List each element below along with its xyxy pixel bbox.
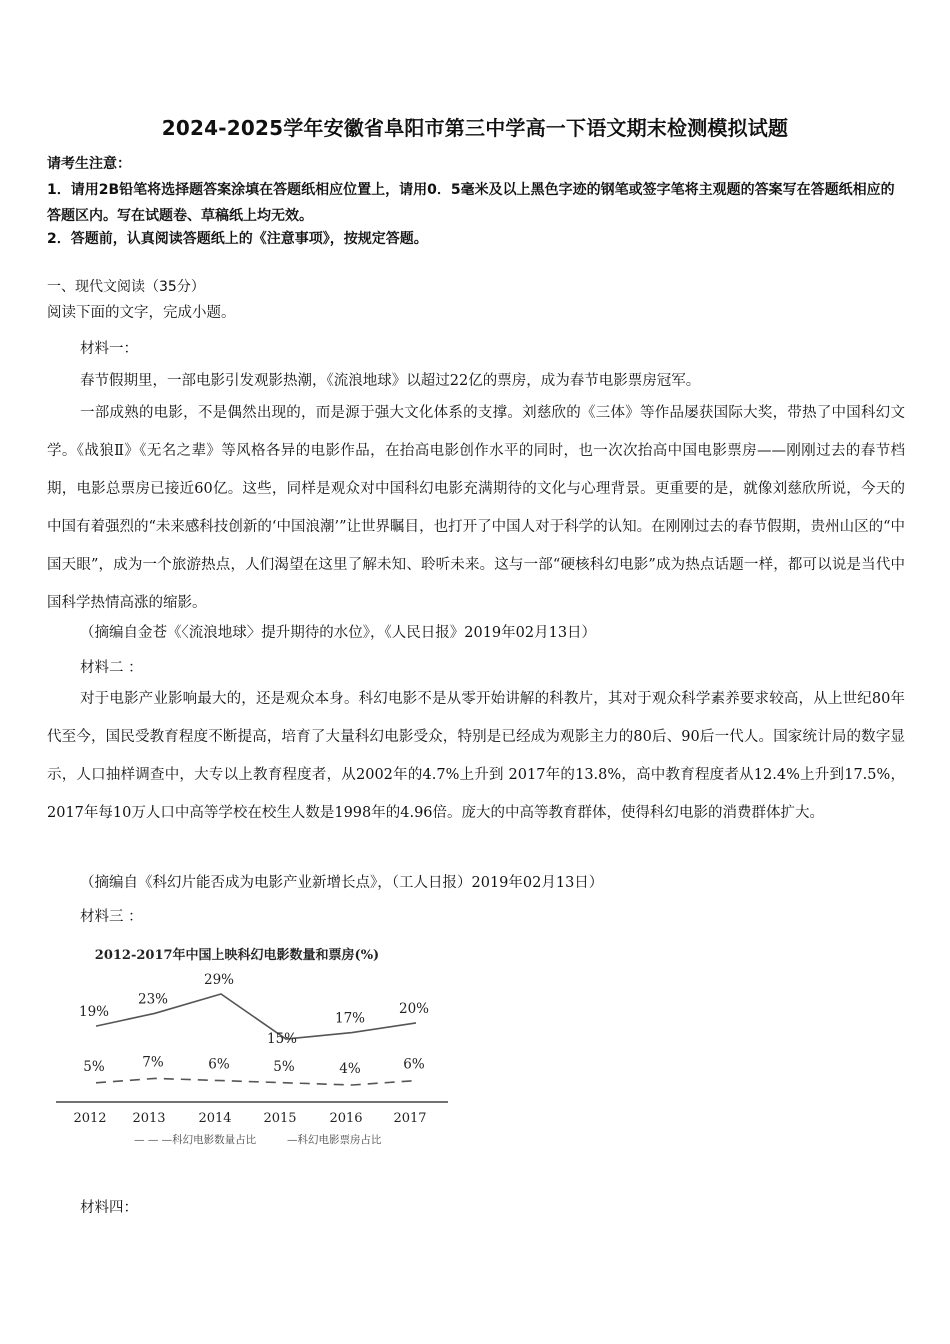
count-data-label: 6% bbox=[403, 1056, 425, 1073]
x-tick-label: 2013 bbox=[132, 1111, 166, 1126]
box-office-data-label: 17% bbox=[334, 1010, 366, 1027]
notice-heading: 请考生注意： bbox=[47, 156, 131, 172]
count-data-label: 6% bbox=[208, 1056, 230, 1073]
legend-count-share: — — —科幻电影数量占比 bbox=[134, 1134, 257, 1146]
box-office-data-label: 23% bbox=[137, 991, 169, 1008]
material-1-label: 材料一： bbox=[80, 341, 138, 357]
notice-item-2: 2．答题前，认真阅读答题纸上的《注意事项》，按规定答题。 bbox=[47, 231, 428, 247]
box-office-data-label: 19% bbox=[78, 1004, 110, 1021]
count-data-label: 4% bbox=[339, 1061, 361, 1077]
chart-title: 2012-2017年中国上映科幻电影数量和票房(%) bbox=[94, 948, 380, 963]
page-title: 2024-2025学年安徽省阜阳市第三中学高一下语文期末检测模拟试题 bbox=[161, 116, 789, 140]
count-line bbox=[96, 1078, 416, 1085]
x-tick-label: 2015 bbox=[263, 1111, 297, 1126]
material-1-paragraph-1: 春节假期里，一部电影引发观影热潮，《流浪地球》以超过22亿的票房，成为春节电影票房冠军。 bbox=[80, 373, 701, 389]
x-tick-label: 2017 bbox=[393, 1111, 427, 1126]
legend-box-office-share: —科幻电影票房占比 bbox=[287, 1134, 382, 1146]
box-office-data-label: 29% bbox=[203, 972, 235, 988]
box-office-data-label: 20% bbox=[398, 1000, 430, 1017]
box-office-data-label: 15% bbox=[266, 1031, 298, 1047]
count-data-label: 5% bbox=[83, 1058, 105, 1075]
count-data-label: 7% bbox=[142, 1054, 164, 1071]
notice-item-1: 1．请用2B铅笔将选择题答案涂填在答题纸相应位置上，请用0．5毫米及以上黑色字迹的钢笔或签字笔将主观题的答案写在答题纸相应的答题区内。写在试题卷、草稿纸上均无效。 bbox=[47, 182, 895, 224]
material-2-paragraph: 对于电影产业影响最大的，还是观众本身。科幻电影不是从零开始讲解的科教片，其对于观众科学素养要求较高，从上世纪80年代至今，国民受教育程度不断提高，培育了大量科幻电影受众，特别是已经成为观影主力的80后、90后一代人。国家统计局的数字显示，人口抽样调查中，大专以上教育程度者，从2002年的4.7%上升到 2017年的13.8%，高中教育程度者从12.4%上升到17.5%，2017年每10万人口中高等学校在校生人数是1998年的4.96倍。庞大的中高等教育群体，使得科幻电影的消费群体扩大。 bbox=[47, 691, 905, 821]
material-2-source: （摘编自《科幻片能否成为电影产业新增长点》，（工人日报）2019年02月13日） bbox=[80, 875, 604, 891]
material-1-paragraph-2: 一部成熟的电影，不是偶然出现的，而是源于强大文化体系的支撑。刘慈欣的《三体》等作品屡获国际大奖，带热了中国科幻文学。《战狼Ⅱ》《无名之辈》等风格各异的电影作品，在抬高电影创作水平的同时，也一次次抬高中国电影票房——刚刚过去的春节档期，电影总票房已接近60亿。这些，同样是观众对中国科幻电影充满期待的文化与心理背景。更重要的是，就像刘慈欣所说，今天的中国有着强烈的“未来感科技创新的‘中国浪潮’”让世界瞩目，也打开了中国人对于科学的认知。在刚刚过去的春节假期，贵州山区的“中国天眼”，成为一个旅游热点，人们渴望在这里了解未知、聆听未来。这与一部“硬核科幻电影”成为热点话题一样，都可以说是当代中国科学热情高涨的缩影。 bbox=[47, 405, 905, 611]
section-heading: 一、现代文阅读（35分） bbox=[47, 279, 205, 295]
material-3-label: 材料三 ： bbox=[80, 909, 143, 925]
x-tick-label: 2014 bbox=[198, 1111, 232, 1126]
count-data-label: 5% bbox=[273, 1058, 295, 1075]
instruction-text: 阅读下面的文字，完成小题。 bbox=[47, 305, 236, 321]
material-2-label: 材料二 ： bbox=[80, 660, 143, 676]
x-tick-label: 2012 bbox=[73, 1111, 107, 1126]
material-4-label: 材料四： bbox=[80, 1200, 138, 1216]
material-1-source: （摘编自金苍《〈流浪地球〉提升期待的水位》，《人民日报》2019年02月13日） bbox=[80, 625, 597, 641]
sci-fi-film-chart bbox=[52, 935, 462, 1155]
x-tick-label: 2016 bbox=[329, 1111, 363, 1126]
